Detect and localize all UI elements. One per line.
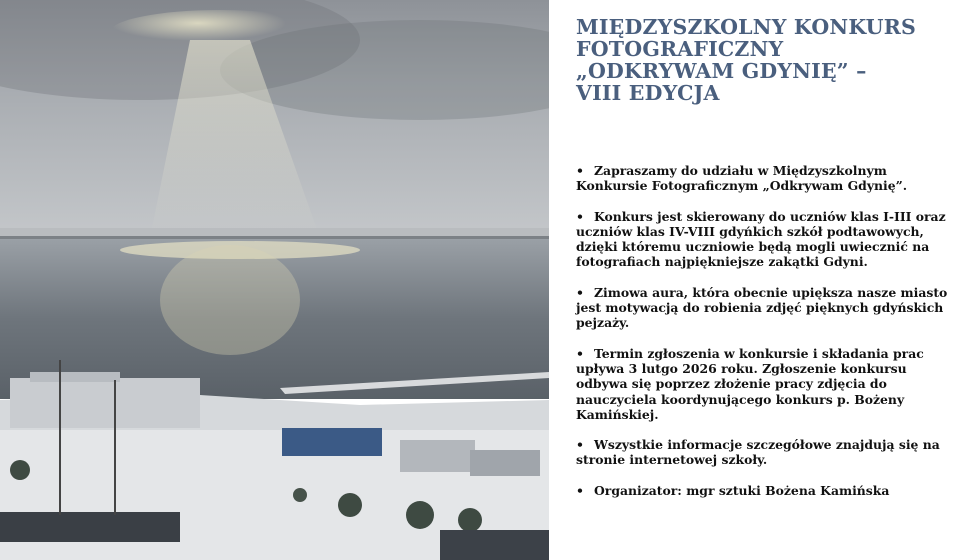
list-item-text: Organizator: mgr sztuki Bożena Kamińska bbox=[594, 482, 890, 498]
title-line: FOTOGRAFICZNY bbox=[576, 37, 784, 61]
list-item-text: Termin zgłoszenia w konkursie i składania prac upływa 3 lutgo 2026 roku. Zgłoszenie konkursu odbywa się poprzez złożenie pracy zdjęcia do nauczyciela koordynującego konkurs p. Bożeny Kamińskiej. bbox=[576, 345, 924, 422]
bullet-icon: • bbox=[576, 345, 584, 361]
contest-title bbox=[576, 16, 946, 104]
bullet-icon: • bbox=[576, 482, 584, 498]
bullet-icon: • bbox=[576, 208, 584, 224]
title-line: VIII EDYCJA bbox=[576, 81, 720, 105]
title-line: MIĘDZYSZKOLNY KONKURS bbox=[576, 15, 916, 39]
list-item-text: Zapraszamy do udziału w Międzyszkolnym Konkursie Fotograficznym „Odkrywam Gdynię”. bbox=[576, 163, 908, 194]
title-line: „ODKRYWAM GDYNIĘ” – bbox=[576, 59, 867, 83]
info-panel bbox=[549, 0, 960, 560]
list-item bbox=[576, 437, 954, 468]
list-item-text: Wszystkie informacje szczegółowe znajdują się na stronie internetowej szkoły. bbox=[576, 437, 940, 468]
list-item bbox=[576, 346, 954, 422]
bullet-icon: • bbox=[576, 437, 584, 453]
list-item-text: Konkurs jest skierowany do uczniów klas I-III oraz uczniów klas IV-VIII gdyńkich szkół podtawowych, dzięki któremu uczniowie będą mogli uwiecznić na fotografiach najpiękniejsze zakątki Gdyni. bbox=[576, 208, 946, 270]
list-item-text: Zimowa aura, która obecnie upiększa nasze miasto jest motywacją do robienia zdjęć pięknych gdyńskich pejzaży. bbox=[576, 284, 948, 331]
list-item bbox=[576, 285, 954, 331]
bullet-icon: • bbox=[576, 163, 584, 178]
list-item bbox=[576, 163, 954, 194]
contest-info-list bbox=[576, 163, 954, 513]
list-item bbox=[576, 483, 954, 498]
list-item bbox=[576, 209, 954, 270]
bullet-icon: • bbox=[576, 284, 584, 300]
